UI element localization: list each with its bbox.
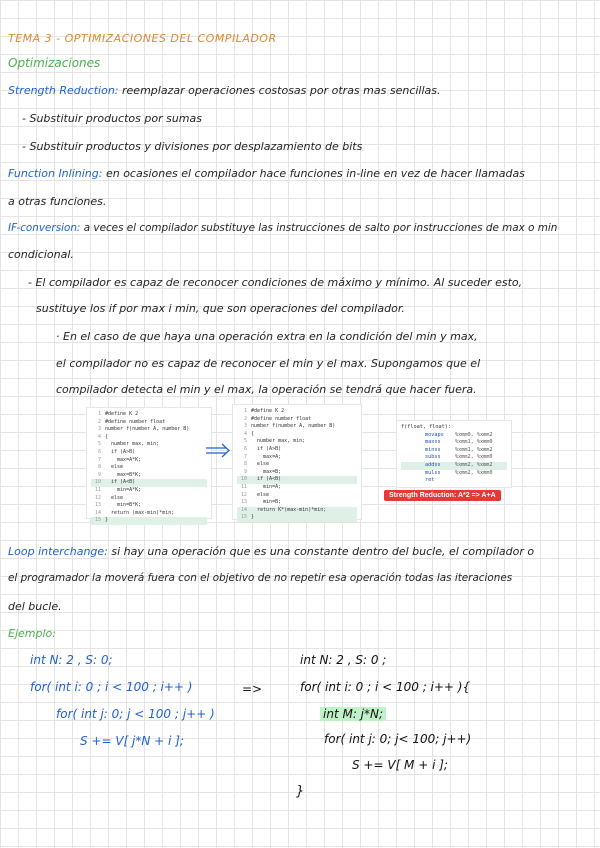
code-text: number max, min; xyxy=(105,441,160,448)
code-text: { xyxy=(251,430,255,437)
code-line xyxy=(91,411,207,419)
code-line xyxy=(237,484,357,492)
code-line xyxy=(91,449,207,457)
code-line xyxy=(91,464,207,472)
code-line xyxy=(91,472,207,480)
loop-text-1: si hay una operación que es una constante dentro del bucle, el compilador o xyxy=(111,545,535,558)
code-line xyxy=(91,510,207,518)
loop-term: Loop interchange: xyxy=(8,545,108,558)
code-line xyxy=(237,446,357,454)
asm-row xyxy=(401,477,507,485)
code-text: else xyxy=(105,464,124,471)
arrow-right-icon xyxy=(204,442,232,460)
asm-opcode: maxss xyxy=(425,439,441,446)
line-number: 12 xyxy=(94,494,101,501)
code-line xyxy=(237,514,357,522)
asm-operands: %xmm2, %xmm2 xyxy=(455,461,493,468)
code-line xyxy=(91,441,207,449)
code-line xyxy=(237,461,357,469)
code-line xyxy=(91,479,207,487)
line-number: 6 xyxy=(97,448,101,455)
code-text: if (A<B) xyxy=(251,476,282,483)
code-text: { xyxy=(105,433,109,440)
example-right-line-1: int N: 2 , S: 0 ; xyxy=(300,653,387,667)
line-number: 2 xyxy=(97,418,101,425)
line-number: 10 xyxy=(240,476,247,483)
line-number: 1 xyxy=(97,411,101,417)
code-text: else xyxy=(251,461,270,468)
code-text: else xyxy=(251,491,270,498)
line-number: 5 xyxy=(243,438,247,445)
example-right-line-3 xyxy=(320,707,386,721)
example-right-line-2: for( int i: 0 ; i < 100 ; i++ ){ xyxy=(300,680,471,694)
asm-row xyxy=(401,462,507,470)
code-line xyxy=(91,502,207,510)
ifconv-bullet-2-line-2: el compilador no es capaz de reconocer el min y el max. Supongamos que el xyxy=(56,357,481,370)
asm-opcode: subss xyxy=(425,454,441,461)
highlighted-invariant: int M: j*N; xyxy=(320,707,386,721)
line-number: 4 xyxy=(97,433,101,440)
line-number: 13 xyxy=(240,499,247,506)
line-number: 5 xyxy=(97,441,101,448)
line-number: 4 xyxy=(243,430,247,437)
asm-header: f(float, float): xyxy=(401,424,451,430)
code-text: number max, min; xyxy=(251,438,306,445)
example-left-line-4: S += V[ j*N + i ]; xyxy=(80,734,184,748)
code-text: number f(number A, number B) xyxy=(105,426,190,433)
inlining-paragraph xyxy=(8,167,525,180)
asm-operands: %xmm2, %xmm0 xyxy=(455,454,493,461)
ifconv-bullet-2-line-1: · En el caso de que haya una operación extra en la condición del min y max, xyxy=(56,330,478,343)
asm-operands: %xmm2, %xmm0 xyxy=(455,469,493,476)
inlining-text-2: a otras funciones. xyxy=(8,195,107,208)
assembly-output xyxy=(396,420,512,488)
example-right-line-5: S += V[ M + i ]; xyxy=(352,758,448,772)
line-number: 15 xyxy=(94,517,101,524)
asm-opcode: minss xyxy=(425,446,441,453)
code-text: max=A; xyxy=(251,453,282,460)
line-number: 1 xyxy=(243,408,247,414)
inlining-term: Function Inlining: xyxy=(8,167,103,180)
example-left-line-2: for( int i: 0 ; i < 100 ; i++ ) xyxy=(30,680,193,694)
asm-opcode: movaps xyxy=(425,431,444,438)
code-text: } xyxy=(105,517,109,524)
code-text: return (max-min)*min; xyxy=(105,509,175,516)
inlining-text-1: en ocasiones el compilador hace funciones in-line en vez de hacer llamadas xyxy=(105,167,525,180)
code-text: max=B; xyxy=(251,468,282,475)
code-line xyxy=(91,487,207,495)
line-number: 2 xyxy=(243,415,247,422)
code-line xyxy=(237,476,357,484)
ifconv-bullet-1-line-1: - El compilador es capaz de reconocer condiciones de máximo y mínimo. Al suceder esto, xyxy=(28,276,523,289)
code-text: #define number float xyxy=(251,415,312,422)
code-line xyxy=(237,454,357,462)
line-number: 10 xyxy=(94,479,101,486)
code-text: min=B; xyxy=(251,499,282,506)
asm-row xyxy=(401,432,507,440)
section-heading: Optimizaciones xyxy=(8,56,101,70)
strength-reduction-badge: Strength Reduction: A*2 => A+A xyxy=(384,490,501,501)
line-number: 9 xyxy=(97,471,101,478)
line-number: 12 xyxy=(240,491,247,498)
line-number: 7 xyxy=(97,456,101,463)
ifconv-text-2: condicional. xyxy=(8,248,74,261)
code-snippet-optimized xyxy=(232,404,362,520)
line-number: 11 xyxy=(240,483,247,490)
code-line xyxy=(237,438,357,446)
strength-text: reemplazar operaciones costosas por otras mas sencillas. xyxy=(122,84,441,97)
asm-row xyxy=(401,470,507,478)
code-text: if (A>B) xyxy=(105,448,136,455)
strength-bullet-1: - Substituir productos por sumas xyxy=(22,112,202,125)
asm-opcode: addss xyxy=(425,461,441,468)
code-line xyxy=(91,517,207,525)
code-text: #define K 2 xyxy=(105,411,139,417)
line-number: 6 xyxy=(243,445,247,452)
code-text: #define K 2 xyxy=(251,408,285,414)
line-number: 9 xyxy=(243,468,247,475)
line-number: 15 xyxy=(240,514,247,521)
asm-row xyxy=(401,454,507,462)
ifconv-paragraph xyxy=(8,222,557,234)
ifconv-text-1: a veces el compilador substituye las instrucciones de salto por instrucciones de max o min xyxy=(83,222,558,234)
example-left-line-3: for( int j: 0; j < 100 ; j++ ) xyxy=(56,707,215,721)
code-line xyxy=(237,416,357,424)
line-number: 8 xyxy=(97,464,101,471)
asm-operands: %xmm1, %xmm2 xyxy=(455,446,493,453)
loop-text-2: el programador la moverá fuera con el objetivo de no repetir esa operación todas las iteraciones xyxy=(8,572,513,584)
line-number: 14 xyxy=(94,509,101,516)
page-title: TEMA 3 - OPTIMIZACIONES DEL COMPILADOR xyxy=(8,32,277,45)
strength-paragraph xyxy=(8,84,441,97)
code-text: min=A*K; xyxy=(105,486,142,493)
code-snippet-original xyxy=(86,407,212,524)
asm-operands: %xmm1, %xmm0 xyxy=(455,439,493,446)
line-number: 3 xyxy=(243,423,247,430)
line-number: 11 xyxy=(94,486,101,493)
code-line xyxy=(91,426,207,434)
example-right-line-4: for( int j: 0; j< 100; j++) xyxy=(324,732,472,746)
code-line xyxy=(237,431,357,439)
loop-paragraph xyxy=(8,545,534,558)
code-line xyxy=(237,492,357,500)
code-text: else xyxy=(105,494,124,501)
example-right-line-6: } xyxy=(296,784,305,799)
asm-row xyxy=(401,439,507,447)
code-line xyxy=(237,408,357,416)
code-line xyxy=(91,434,207,442)
line-number: 7 xyxy=(243,453,247,460)
ifconv-bullet-1-line-2: sustituye los if por max i min, que son operaciones del compilador. xyxy=(36,302,405,315)
ifconv-bullet-2-line-3: compilador detecta el min y el max, la operación se tendrá que hacer fuera. xyxy=(56,383,477,396)
code-text: return K*(max-min)*min; xyxy=(251,506,327,513)
ifconv-term: IF-conversion: xyxy=(8,222,81,234)
code-text: max=A*K; xyxy=(105,456,142,463)
code-line xyxy=(237,423,357,431)
code-line xyxy=(237,469,357,477)
code-text: if (A<B) xyxy=(105,479,136,486)
code-text: #define number float xyxy=(105,418,166,425)
asm-opcode: ret xyxy=(425,477,435,484)
code-line xyxy=(91,457,207,465)
line-number: 8 xyxy=(243,461,247,468)
asm-operands: %xmm0, %xmm2 xyxy=(455,431,493,438)
code-line xyxy=(237,499,357,507)
example-arrow: => xyxy=(242,682,263,696)
code-line xyxy=(237,507,357,515)
line-number: 3 xyxy=(97,426,101,433)
asm-row xyxy=(401,447,507,455)
code-text: number f(number A, number B) xyxy=(251,423,336,430)
line-number: 14 xyxy=(240,506,247,513)
code-text: min=B*K; xyxy=(105,502,142,509)
strength-bullet-2: - Substituir productos y divisiones por desplazamiento de bits xyxy=(22,140,363,153)
strength-term: Strength Reduction: xyxy=(8,84,119,97)
code-text: } xyxy=(251,514,255,521)
code-text: if (A>B) xyxy=(251,445,282,452)
code-text: min=A; xyxy=(251,483,282,490)
line-number: 13 xyxy=(94,502,101,509)
loop-text-3: del bucle. xyxy=(8,600,62,613)
code-text: max=B*K; xyxy=(105,471,142,478)
code-line xyxy=(91,419,207,427)
code-line xyxy=(91,495,207,503)
example-left-line-1: int N: 2 , S: 0; xyxy=(30,653,113,667)
example-heading: Ejemplo: xyxy=(8,627,56,640)
asm-opcode: mulss xyxy=(425,469,441,476)
